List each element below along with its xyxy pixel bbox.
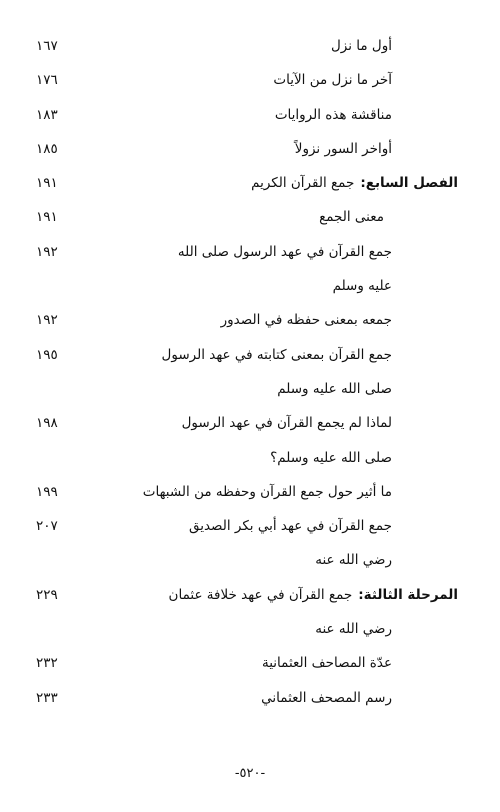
toc-row <box>0 34 500 68</box>
toc-row <box>0 171 500 205</box>
toc-entry-title: آخر ما نزل من الآيات <box>273 72 392 89</box>
toc-row <box>0 514 500 548</box>
toc-row <box>0 651 500 685</box>
chapter-label: الفصل السابع: <box>360 175 458 192</box>
toc-entry-continuation: عليه وسلم <box>332 278 392 295</box>
toc-page-number: ١٧٦ <box>36 72 58 89</box>
toc-entry-continuation: رضي الله عنه <box>315 552 392 569</box>
toc-row <box>0 68 500 102</box>
toc-row <box>0 343 500 377</box>
toc-chapter-entry <box>169 583 458 607</box>
toc-row <box>0 205 500 239</box>
toc-page-number: ١٦٧ <box>36 38 58 54</box>
toc-row <box>0 274 500 308</box>
toc-entry-title: عدّة المصاحف العثمانية <box>261 655 392 672</box>
toc-page-number: ١٩١ <box>36 175 58 192</box>
toc-page-number: ١٩٩ <box>36 483 58 500</box>
toc-row <box>0 240 500 274</box>
chapter-label: المرحلة الثالثة: <box>358 586 458 603</box>
toc-row <box>0 480 500 514</box>
toc-entry-title: جمع القرآن في عهد الرسول صلى الله <box>177 243 392 260</box>
toc-entry-title: لماذا لم يجمع القرآن في عهد الرسول <box>181 415 392 432</box>
toc-entry-continuation: صلى الله عليه وسلم؟ <box>270 449 392 466</box>
toc-page-number: ١٩٢ <box>36 312 58 329</box>
toc-page-number: ١٨٥ <box>36 140 58 157</box>
toc-row <box>0 411 500 445</box>
toc-row <box>0 583 500 617</box>
toc-entry-title: جمعه بمعنى حفظه في الصدور <box>220 312 392 329</box>
toc-entry-continuation: صلى الله عليه وسلم <box>277 380 392 397</box>
toc-row <box>0 137 500 171</box>
toc-row <box>0 308 500 342</box>
toc-entry-title: رسم المصحف العثماني <box>261 689 392 706</box>
toc-row <box>0 446 500 480</box>
table-of-contents <box>0 34 500 720</box>
toc-page-number: ١٩٥ <box>36 346 58 363</box>
toc-page-number: ١٩١ <box>36 209 58 226</box>
toc-entry-title: أواخر السور نزولاً <box>294 140 392 157</box>
toc-entry-title: جمع القرآن بمعنى كتابته في عهد الرسول <box>161 346 392 363</box>
toc-entry-title: جمع القرآن الكريم <box>251 175 355 192</box>
toc-chapter-entry <box>251 171 458 195</box>
toc-page-number: ٢٣٣ <box>36 689 58 706</box>
page-footer-number: -٥٢٠- <box>234 766 266 781</box>
toc-entry-title: مناقشة هذه الروايات <box>274 106 392 123</box>
toc-entry-title: جمع القرآن في عهد خلافة عثمان <box>168 586 353 603</box>
toc-page-number: ١٩٢ <box>36 243 58 260</box>
toc-entry-title: ما أثير حول جمع القرآن وحفظه من الشبهات <box>142 483 392 500</box>
toc-entry-continuation: رضي الله عنه <box>315 621 392 638</box>
toc-page-number: ١٨٣ <box>36 106 58 123</box>
toc-row <box>0 686 500 720</box>
toc-row <box>0 103 500 137</box>
toc-page-number: ٢٠٧ <box>36 518 58 535</box>
toc-row <box>0 548 500 582</box>
toc-row <box>0 377 500 411</box>
toc-page-number: ٢٢٩ <box>36 586 58 603</box>
toc-entry-title: جمع القرآن في عهد أبي بكر الصديق <box>188 518 392 535</box>
toc-row <box>0 617 500 651</box>
toc-entry-title: أول ما نزل <box>330 38 392 54</box>
toc-page-number: ٢٣٢ <box>36 655 58 672</box>
toc-page-number: ١٩٨ <box>36 415 58 432</box>
toc-entry-title: معنى الجمع <box>319 209 384 226</box>
